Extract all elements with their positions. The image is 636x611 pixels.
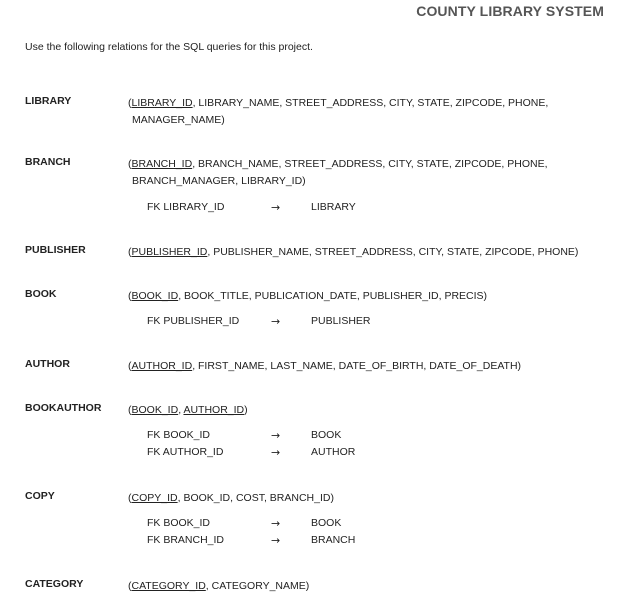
- relation-attributes: (COPY_ID, BOOK_ID, COST, BRANCH_ID): [128, 492, 334, 504]
- fk-target: BOOK: [311, 429, 342, 441]
- foreign-key-list: [147, 313, 447, 330]
- relation-attributes: (PUBLISHER_ID, PUBLISHER_NAME, STREET_ADDRESS, CITY, STATE, ZIPCODE, PHONE): [128, 246, 579, 258]
- relation-name: BOOK: [25, 288, 57, 300]
- fk-column: FK BOOK_ID: [147, 517, 211, 529]
- primary-key: BRANCH_ID: [131, 158, 193, 170]
- arrow-right-icon: →: [271, 201, 281, 214]
- attributes-line: , LIBRARY_NAME, STREET_ADDRESS, CITY, STATE, ZIPCODE, PHONE,: [192, 97, 549, 109]
- arrow-right-icon: →: [271, 429, 281, 442]
- primary-key: BOOK_ID: [131, 404, 179, 416]
- relation-attributes: (BOOK_ID, BOOK_TITLE, PUBLICATION_DATE, PUBLISHER_ID, PRECIS): [128, 290, 488, 302]
- primary-key: PUBLISHER_ID: [131, 246, 208, 258]
- intro-text: Use the following relations for the SQL queries for this project.: [25, 41, 313, 53]
- primary-key: BOOK_ID: [131, 290, 179, 302]
- attributes-line: MANAGER_NAME): [132, 114, 225, 126]
- fk-target: PUBLISHER: [311, 315, 371, 327]
- attributes-line: , BOOK_ID, COST, BRANCH_ID): [177, 492, 334, 504]
- fk-column: FK AUTHOR_ID: [147, 446, 224, 458]
- relation-attributes: (LIBRARY_ID, LIBRARY_NAME, STREET_ADDRESS, CITY, STATE, ZIPCODE, PHONE, MANAGER_NAME): [128, 95, 568, 129]
- fk-target: BRANCH: [311, 534, 356, 546]
- fk-target: AUTHOR: [311, 446, 356, 458]
- attributes-line: , CATEGORY_NAME): [205, 580, 310, 592]
- attributes-line: , PUBLISHER_NAME, STREET_ADDRESS, CITY, STATE, ZIPCODE, PHONE): [207, 246, 579, 258]
- fk-column: FK PUBLISHER_ID: [147, 315, 240, 327]
- foreign-key-list: [147, 199, 447, 216]
- foreign-key-row: [147, 532, 447, 549]
- primary-key: CATEGORY_ID: [131, 580, 206, 592]
- attributes-line: ): [244, 404, 248, 416]
- relation-name: COPY: [25, 490, 55, 502]
- fk-column: FK BRANCH_ID: [147, 534, 225, 546]
- fk-target: LIBRARY: [311, 201, 356, 213]
- foreign-key-list: [147, 427, 447, 461]
- foreign-key-row: [147, 427, 447, 444]
- fk-column: FK LIBRARY_ID: [147, 201, 225, 213]
- primary-key: COPY_ID: [131, 492, 178, 504]
- relation-name: CATEGORY: [25, 578, 84, 590]
- foreign-key-row: [147, 515, 447, 532]
- arrow-right-icon: →: [271, 534, 281, 547]
- foreign-key-list: [147, 515, 447, 549]
- arrow-right-icon: →: [271, 446, 281, 459]
- relation-name: BOOKAUTHOR: [25, 402, 102, 414]
- relation-name: AUTHOR: [25, 358, 70, 370]
- relation-attributes: (BRANCH_ID, BRANCH_NAME, STREET_ADDRESS, CITY, STATE, ZIPCODE, PHONE, BRANCH_MANAGER, LIBRARY_ID): [128, 156, 568, 190]
- attributes-line: , FIRST_NAME, LAST_NAME, DATE_OF_BIRTH, DATE_OF_DEATH): [192, 360, 522, 372]
- foreign-key-row: [147, 444, 447, 461]
- foreign-key-row: [147, 313, 447, 330]
- relation-name: LIBRARY: [25, 95, 72, 107]
- attributes-line: BRANCH_MANAGER, LIBRARY_ID): [132, 175, 306, 187]
- relation-attributes: (BOOK_ID, AUTHOR_ID): [128, 404, 248, 416]
- foreign-key-row: [147, 199, 447, 216]
- primary-key: AUTHOR_ID: [183, 404, 245, 416]
- attributes-line: , BOOK_TITLE, PUBLICATION_DATE, PUBLISHER_ID, PRECIS): [178, 290, 488, 302]
- arrow-right-icon: →: [271, 315, 281, 328]
- arrow-right-icon: →: [271, 517, 281, 530]
- fk-column: FK BOOK_ID: [147, 429, 211, 441]
- attributes-line: , BRANCH_NAME, STREET_ADDRESS, CITY, STATE, ZIPCODE, PHONE,: [192, 158, 548, 170]
- document-title: COUNTY LIBRARY SYSTEM: [416, 3, 604, 19]
- relation-name: BRANCH: [25, 156, 71, 168]
- relation-name: PUBLISHER: [25, 244, 86, 256]
- relation-attributes: (AUTHOR_ID, FIRST_NAME, LAST_NAME, DATE_OF_BIRTH, DATE_OF_DEATH): [128, 360, 522, 372]
- primary-key: LIBRARY_ID: [131, 97, 193, 109]
- primary-key: AUTHOR_ID: [131, 360, 193, 372]
- fk-target: BOOK: [311, 517, 342, 529]
- relation-attributes: (CATEGORY_ID, CATEGORY_NAME): [128, 580, 310, 592]
